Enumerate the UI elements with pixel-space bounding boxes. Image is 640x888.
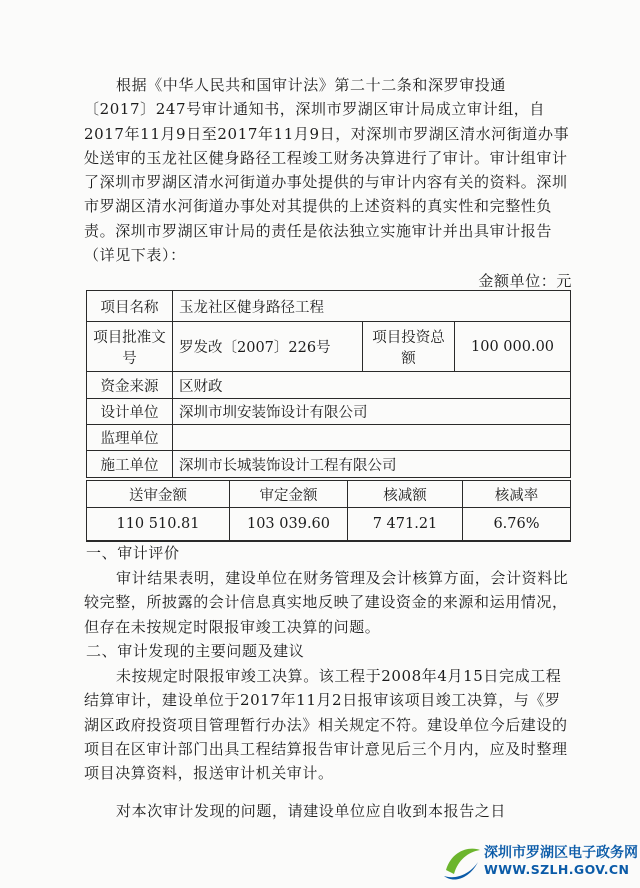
approval-number: 罗发改〔2007〕226号 bbox=[173, 322, 363, 372]
design-unit-label: 设计单位 bbox=[87, 399, 173, 425]
investment-label: 项目投资总额 bbox=[363, 322, 455, 372]
site-watermark bbox=[440, 836, 640, 888]
supervision-unit-value bbox=[173, 425, 571, 451]
section-2-body: 未按规定时限报审竣工决算。该工程于2008年4月15日完成工程结算审计，建设单位于2017年11月2日报审该项目竣工决算，与《罗湖区政府投资项目管理暂行办法》相关规定不符。建设单位今后建设的项目在区审计部门出具工程结算报告审计意见后三个月内，应及时整理项目决算资料，报送审计机关审计。 bbox=[84, 667, 568, 783]
project-name-label: 项目名称 bbox=[87, 291, 173, 322]
reduction-amount: 7 471.21 bbox=[348, 508, 463, 541]
supervision-unit-label: 监理单位 bbox=[87, 425, 173, 451]
fund-source-label: 资金来源 bbox=[87, 372, 173, 399]
construction-unit-label: 施工单位 bbox=[87, 451, 173, 478]
project-name-value: 玉龙社区健身路径工程 bbox=[173, 291, 571, 322]
header-approved-amount: 审定金额 bbox=[230, 481, 348, 508]
approval-label: 项目批准文号 bbox=[87, 322, 173, 372]
approved-amount: 103 039.60 bbox=[230, 508, 348, 541]
construction-unit-value: 深圳市长城装饰设计工程有限公司 bbox=[173, 451, 571, 478]
section-1-body: 审计结果表明，建设单位在财务管理及会计核算方面，会计资料比较完整，所披露的会计信息真实地反映了建设资金的来源和运用情况，但存在未按规定时限报审竣工决算的问题。 bbox=[84, 569, 569, 636]
investment-total: 100 000.00 bbox=[455, 322, 571, 372]
fund-source-value: 区财政 bbox=[173, 372, 571, 399]
audit-amount-table bbox=[86, 480, 571, 542]
watermark-url: WWW.SZLH.GOV.CN bbox=[484, 862, 630, 877]
project-info-table bbox=[86, 290, 571, 478]
submitted-amount: 110 510.81 bbox=[87, 508, 230, 541]
section-1-title: 一、审计评价 bbox=[86, 544, 180, 562]
swoosh-logo-icon bbox=[440, 840, 484, 884]
reduction-rate: 6.76% bbox=[463, 508, 571, 541]
intro-paragraph: 根据《中华人民共和国审计法》第二十二条和深罗审投通〔2017〕247号审计通知书，深圳市罗湖区审计局成立审计组，自2017年11月9日至2017年11月9日，对深圳市罗湖区清水河街道办事处送审的玉龙社区健身路径工程竣工财务决算进行了审计。审计组审计了深圳市罗湖区清水河街道办事处提供的与审计内容有关的资料。深圳市罗湖区清水河街道办事处对其提供的上述资料的真实性和完整性负责。深圳市罗湖区审计局的责任是依法独立实施审计并出具审计报告（详见下表）： bbox=[84, 76, 570, 265]
header-submitted-amount: 送审金额 bbox=[87, 481, 230, 508]
section-2-last-line: 对本次审计发现的问题，请建设单位应自收到本报告之日 bbox=[116, 802, 507, 820]
section-2-title: 二、审计发现的主要问题及建议 bbox=[86, 642, 305, 660]
header-reduction-amount: 核减额 bbox=[348, 481, 463, 508]
watermark-title: 深圳市罗湖区电子政务网 bbox=[484, 845, 638, 861]
design-unit-value: 深圳市圳安装饰设计有限公司 bbox=[173, 399, 571, 425]
amount-unit: 金额单位：元 bbox=[478, 272, 572, 290]
header-reduction-rate: 核减率 bbox=[463, 481, 571, 508]
